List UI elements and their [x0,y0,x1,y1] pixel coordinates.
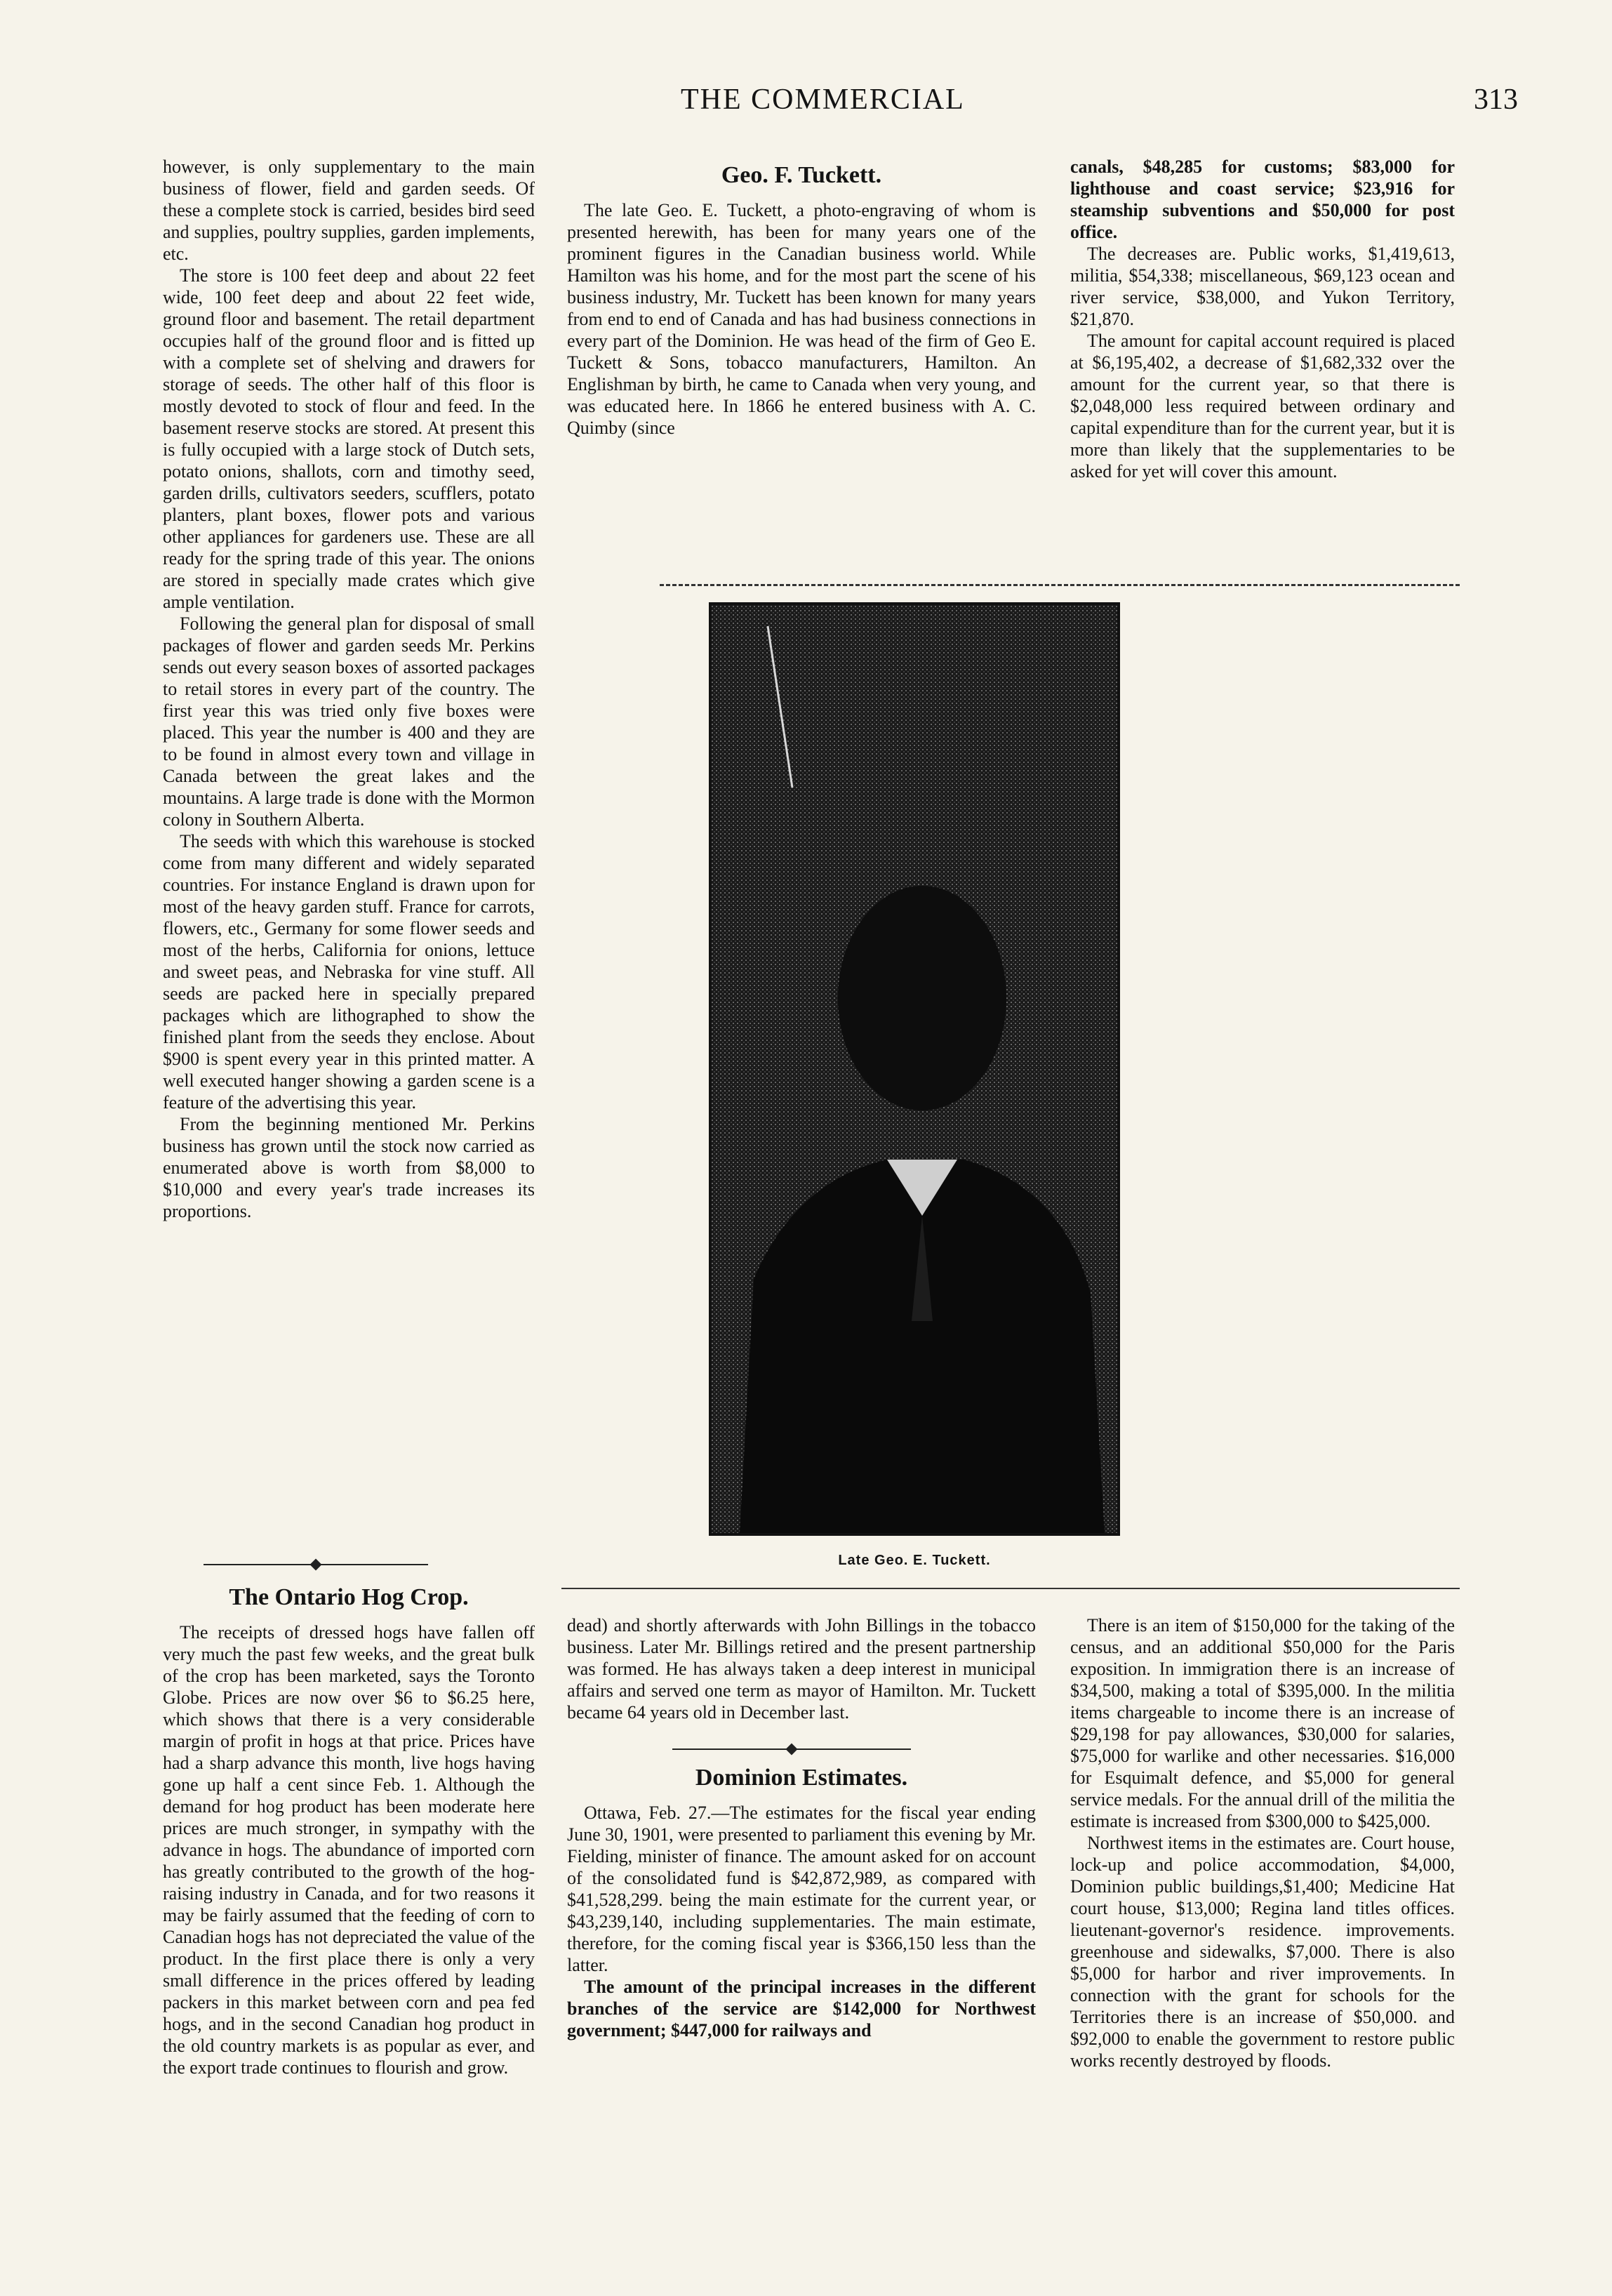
middle-column-bottom [567,1614,1036,2274]
paragraph: The amount for capital account required is placed at $6,195,402, a decrease of $1,682,332 over the amount for the current year, so that there is $2,048,000 less required between ordinary and capital expenditure than for the current year, but it is more than likely that the supplementaries to be asked for yet will cover this amount. [1070,331,1455,482]
portrait-photo [709,602,1120,1536]
publication-title: THE COMMERCIAL [681,84,965,116]
paragraph: The store is 100 feet deep and about 22 feet wide, 100 feet deep and about 22 feet wide, ground floor and basement. The retail department occupies half of the ground floor and is fitted up with a complete set of shelving and drawers for storage of seeds. The other half of this floor is mostly devoted to stock of flour and feed. In the basement reserve stocks are stored. At present this is fully occupied with a large stock of Dutch sets, potato onions, shallots, corn and timothy seed, garden drills, cultivators seeders, scufflers, potato planters, plant boxes, flower pots and various other appliances for gardeners use. These are all ready for the spring trade of this year. The onions are stored in specially made crates which give ample ventilation. [163,265,535,612]
estimates-continuation-bottom [1070,1614,1455,2274]
paragraph: dead) and shortly afterwards with John Billings in the tobacco business. Later Mr. Billings retired and the present partnership was formed. He has always taken a deep interest in municipal affairs and served one term as mayor of Hamilton. Mr. Tuckett became 64 years old in December last. [567,1615,1036,1723]
estimates-continuation-top [1070,156,1455,577]
paragraph: The amount of the principal increases in the different branches of the service are $142,000 for Northwest government; $447,000 for railways and [567,1977,1036,2040]
bottom-dashed-rule [561,1588,1460,1589]
left-column-article [163,156,535,1553]
section-divider [672,1744,911,1754]
tuckett-article [567,156,1036,570]
hog-crop-article [163,1578,535,2273]
page-number: 313 [1474,84,1518,116]
section-divider-wrap [567,1741,1036,1758]
paragraph: There is an item of $150,000 for the taking of the census, and an additional $50,000 for the Paris exposition. In immigration there is an increase of $34,500, making a total of $395,000. In the militia items chargeable to income there is an increase of $29,198 for pay allowances, $30,000 for salaries, $75,000 for warlike and other necessaries. $16,000 for Esquimalt defence, and $5,000 for general service medals. For the annual drill of the militia the estimate is increased from $300,000 to $425,000. [1070,1615,1455,1831]
portrait-illustration [712,605,1117,1533]
paragraph: The receipts of dressed hogs have fallen off very much the past few weeks, and the great bulk of the crop has been marketed, says the Toronto Globe. Prices are now over $6 to $6.25 here, which shows that there is a very considerable margin of profit in hogs at that price. Prices have had a sharp advance this month, live hogs having gone up half a cent since Feb. 1. Although the demand for hog product has been moderate here prices are much stronger, in sympathy with the advance in hogs. The abundance of imported corn has greatly contributed to the growth of the hog-raising industry in Canada, and for two reasons it may be fairly assumed that the feeding of corn to Canadian hogs has not depreciated the value of the product. In the first place there is only a very small difference in the prices offered by leading packers in this market between corn and pea fed hogs, and in the second Canadian hog product in the old country markets is as popular as ever, and the export trade continues to flourish and grow. [163,1622,535,2078]
paragraph: From the beginning mentioned Mr. Perkins business has grown until the stock now carried as enumerated above is worth from $8,000 to $10,000 and every year's trade increases its proportions. [163,1114,535,1221]
paragraph: The late Geo. E. Tuckett, a photo-engraving of whom is presented herewith, has been for many years one of the prominent figures in the Canadian business world. While Hamilton was his home, and for the most part the scene of his business industry, Mr. Tuckett has been known for many years from end to end of Canada and has had business connections in every part of the Dominion. He was head of the firm of Geo E. Tuckett & Sons, tobacco manufacturers, Hamilton. An Englishman by birth, he came to Canada when very young, and was educated here. In 1866 he entered business with A. C. Quimby (since [567,200,1036,438]
article-heading: The Ontario Hog Crop. [229,1584,469,1610]
page-header [0,83,1612,132]
paragraph: canals, $48,285 for customs; $83,000 for lighthouse and coast service; $23,916 for steamship subventions and $50,000 for post office. [1070,157,1455,242]
top-dashed-rule [660,584,1460,586]
paragraph: The decreases are. Public works, $1,419,613, militia, $54,338; miscellaneous, $69,123 ocean and river service, $38,000, and Yukon Territory, $21,870. [1070,244,1455,329]
article-heading: Dominion Estimates. [695,1765,908,1791]
paragraph: Following the general plan for disposal of small packages of flower and garden seeds Mr. Perkins sends out every season boxes of assorted packages to retail stores in every part of the country. The first year this was tried only five boxes were placed. This year the number is 400 and they are to be found in almost every town and village in Canada between the great lakes and the mountains. A large trade is done with the Mormon colony in Southern Alberta. [163,613,535,830]
section-divider [204,1560,428,1570]
paragraph: Ottawa, Feb. 27.—The estimates for the fiscal year ending June 30, 1901, were presented to parliament this evening by Mr. Fielding, minister of finance. The amount asked for on account of the consolidated fund is $42,872,989, as compared with $41,528,299. being the main estimate for the current year, or $43,239,140, including supplementaries. The main estimate, therefore, for the coming fiscal year is $366,150 less than the latter. [567,1803,1036,1975]
article-heading: Geo. F. Tuckett. [721,162,882,188]
paragraph: however, is only supplementary to the main business of flower, field and garden seeds. Of these a complete stock is carried, besides bird seed and supplies, poultry supplies, garden implements, etc. [163,157,535,264]
paragraph: Northwest items in the estimates are. Court house, lock-up and police accommodation, $4,000, Dominion public buildings,$1,400; Medicine Hat court house, $13,000; Regina land titles offices. lieutenant-governor's residence. improvements. greenhouse and sidewalks, $7,000. There is also $5,000 for harbor and river improvements. In connection with the grant for schools for the Territories there is an increase of $50,000. and $92,000 to enable the government to restore public works recently destroyed by floods. [1070,1833,1455,2071]
photo-caption: Late Geo. E. Tuckett. [838,1553,991,1568]
paragraph: The seeds with which this warehouse is stocked come from many different and widely separated countries. For instance England is drawn upon for most of the heavy garden stuff. France for carrots, flowers, etc., Germany for some flower seeds and most of the herbs, California for onions, lettuce and sweet peas, and Nebraska for vine stuff. All seeds are packed here in specially prepared packages which are lithographed to show the finished plant from the seeds they enclose. About $900 is spent every year in this printed matter. A well executed hanger showing a garden scene is a feature of the advertising this year. [163,831,535,1113]
